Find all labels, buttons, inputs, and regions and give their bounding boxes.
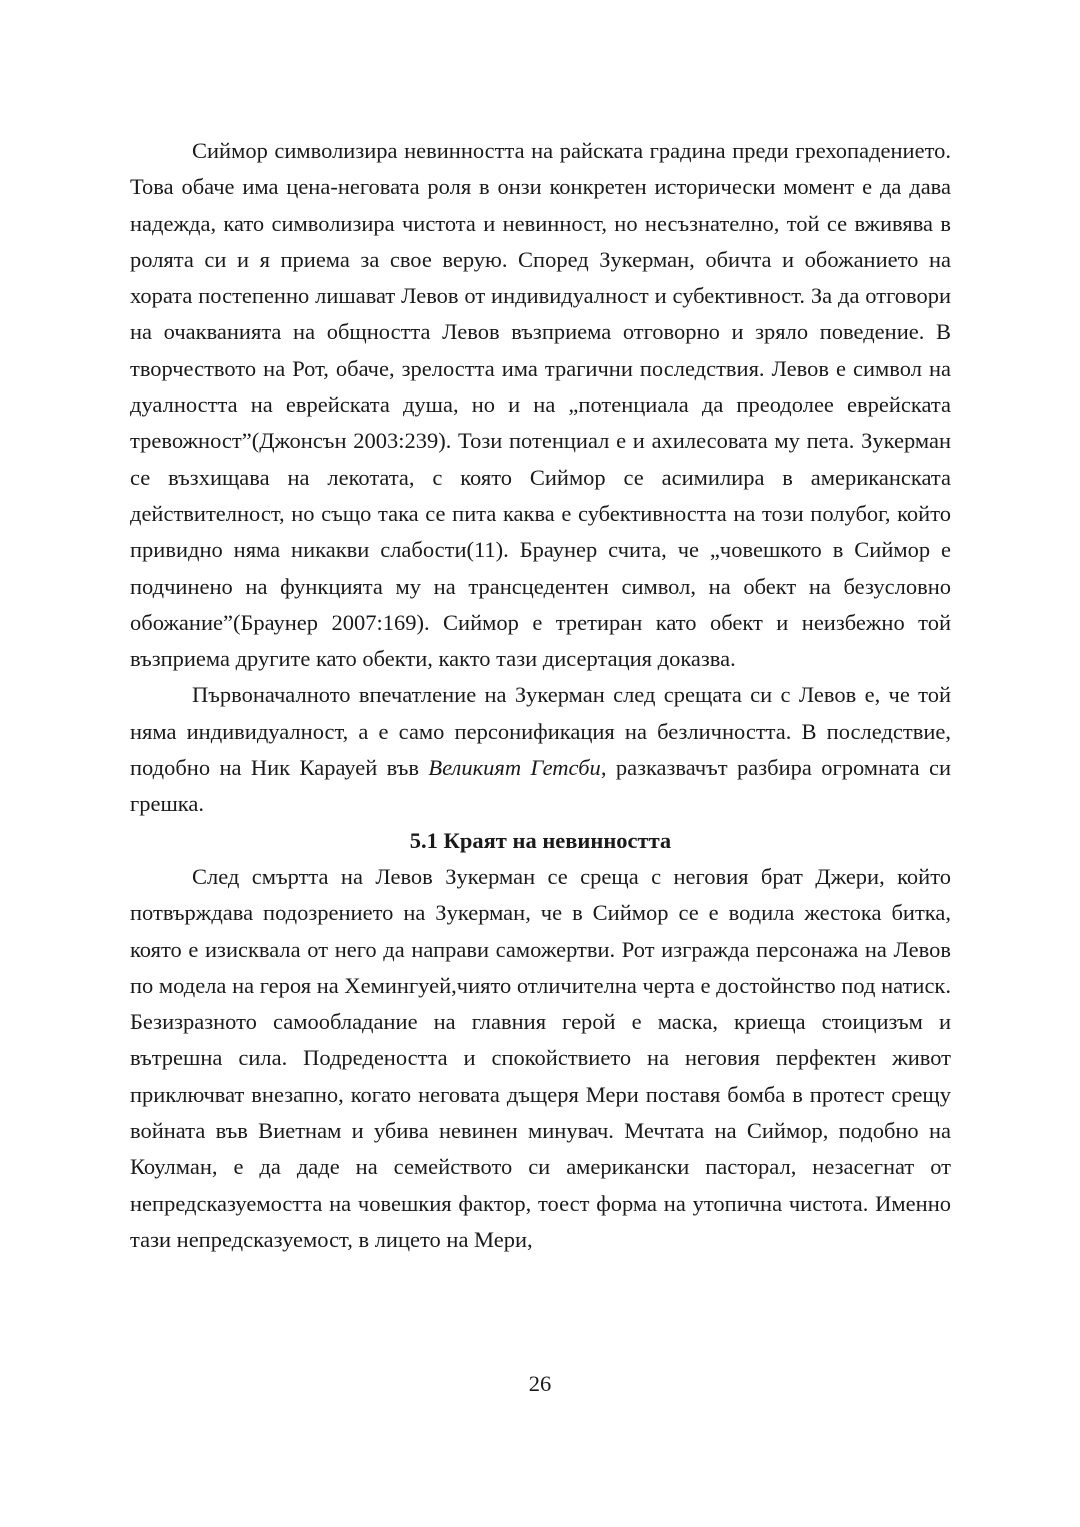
paragraph-seymour-innocence: Сиймор символизира невинността на райската градина преди грехопадението. Това обаче има цена-неговата роля в онзи конкретен исторически момент е да дава надежда, като символизира чистота и невинност, но несъзнателно, той се вживява в ролята си и я приема за свое верую. Според Зукерман, обичта и обожанието на хората постепенно лишават Левов от индивидуалност и субективност. За да отговори на очакванията на общността Левов възприема отговорно и зряло поведение. В творчеството на Рот, обаче, зрелостта има трагични последствия. Левов е символ на дуалността на еврейската душа, но и на „потенциала да преодолее еврейската тревожност”(Джонсън 2003:239). Този потенциал е и ахилесовата му пета. Зукерман се възхищава на лекотата, с която Сиймор се асимилира в американската действителност, но също така се пита каква е субективността на този полубог, който привидно няма никакви слабости(11). Браунер счита, че „човешкото в Сиймор е подчинено на функцията му на трансцедентен символ, на обект на безусловно обожание”(Браунер 2007:169). Сиймор е третиран като обект и неизбежно той възприема другите като обекти, както тази дисертация доказва.	[130, 138, 951, 672]
paragraph-first-impression	[130, 677, 951, 822]
page-number: 26	[528, 1371, 552, 1396]
book-title-italic: Великият Гетсби	[428, 755, 601, 781]
paragraph-text-segment: Първоначалното впечатление на Зукерман след срещата си с Левов е, че той няма индивидуалност, а е само персонификация на безличността. В последствие, подобно на Ник Карауей във	[130, 682, 951, 781]
section-heading: 5.1 Краят на невинността	[409, 827, 672, 853]
paragraph-text-segment: , разказвачът разбира огромната си грешка.	[130, 755, 951, 817]
paragraph-end-of-innocence: След смъртта на Левов Зукерман се среща с неговия брат Джери, който потвърждава подозрението на Зукерман, че в Сиймор се е водила жестока битка, която е изисквала от него да направи саможертви. Рот изгражда персонажа на Левов по модела на героя на Хемингуей,чиято отличителна черта е достойнство под натиск. Безизразното самообладание на главния герой е маска, криеща стоицизъм и вътрешна сила. Подредеността и спокойствието на неговия перфектен живот приключват внезапно, когато неговата дъщеря Мери поставя бомба в протест срещу войната във Виетнам и убива невинен минувач. Мечтата на Сиймор, подобно на Коулман, е да даде на семейството си американски пасторал, незасегнат от непредсказуемостта на човешкия фактор, тоест форма на утопична чистота. Именно тази непредсказуемост, в лицето на Мери,	[130, 863, 951, 1252]
document-page	[130, 133, 951, 1258]
